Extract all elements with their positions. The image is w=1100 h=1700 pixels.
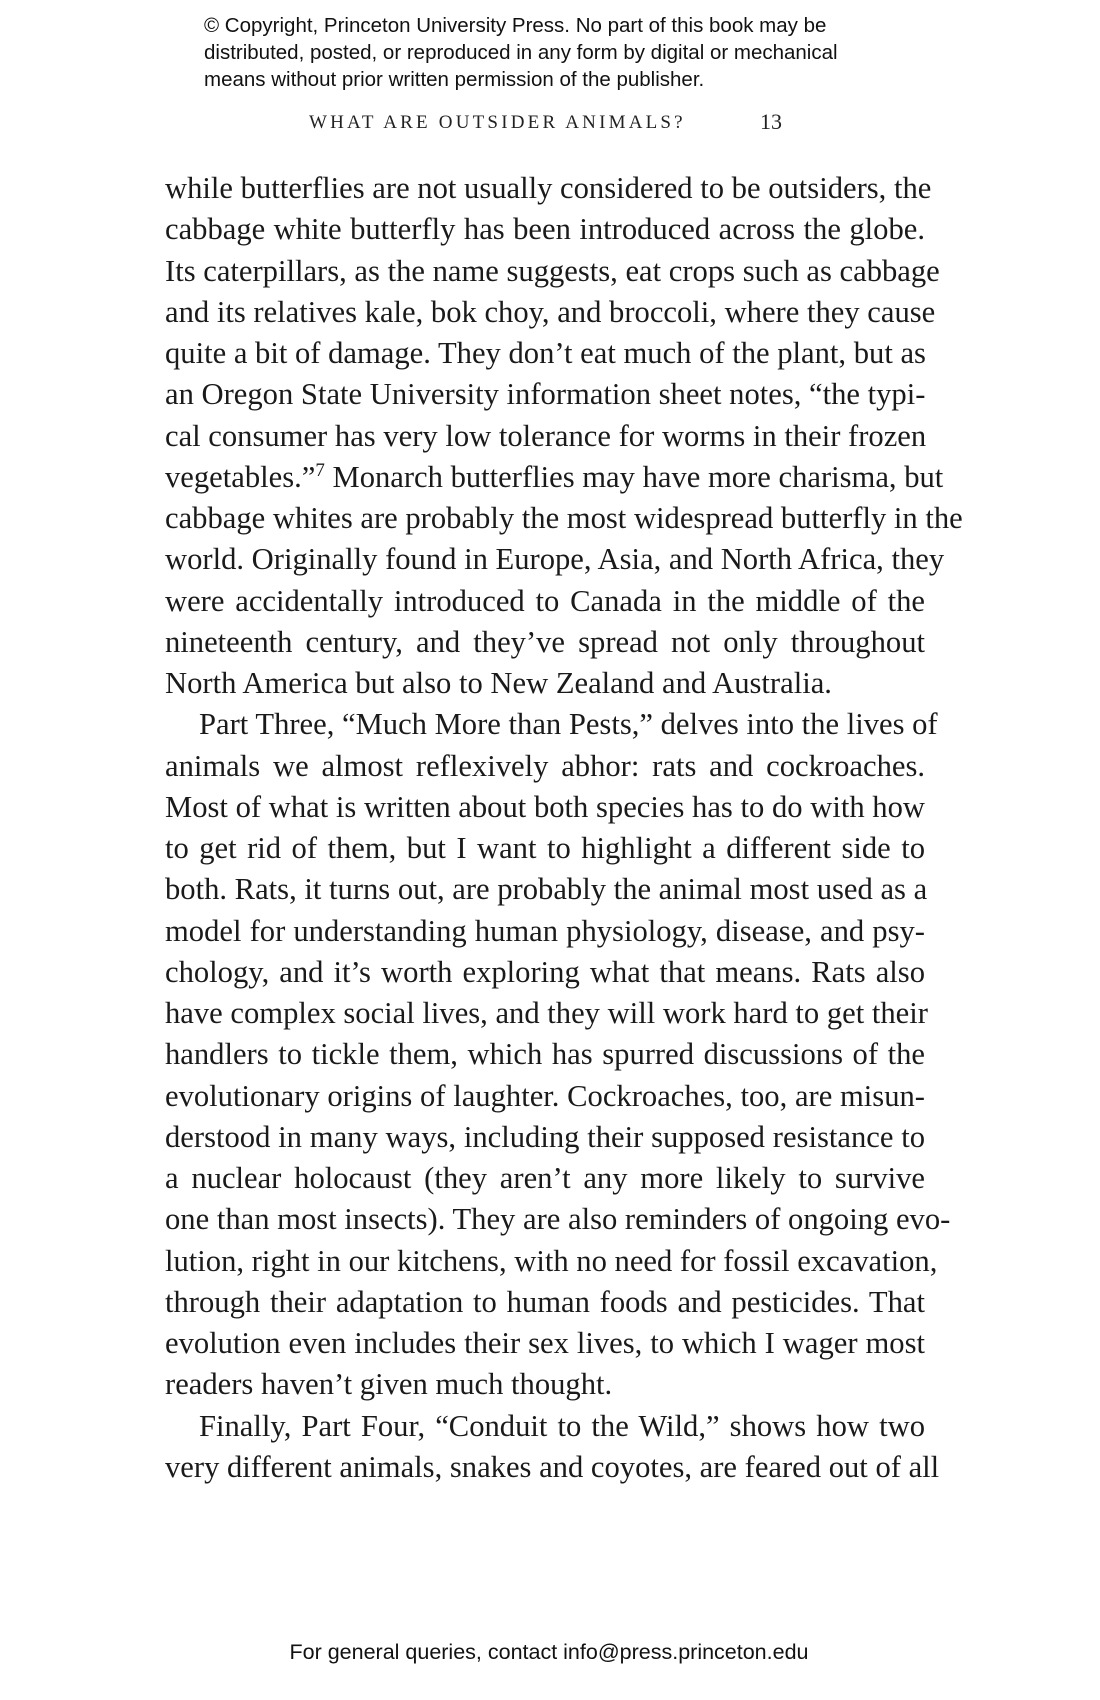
footnote-marker[interactable]: 7 — [315, 459, 325, 481]
text-line: cabbage white butterfly has been introduced across the globe. — [165, 212, 925, 247]
text-segment: vegetables.” — [165, 459, 316, 494]
copyright-line: © Copyright, Princeton University Press. No part of this book may be — [204, 14, 827, 37]
text-line: an Oregon State University information sheet notes, “the typi- — [165, 377, 926, 412]
text-line: Finally, Part Four, “Conduit to the Wild,” shows how two — [199, 1408, 925, 1443]
text-line: to get rid of them, but I want to highlight a different side to — [165, 831, 925, 865]
text-line: lution, right in our kitchens, with no need for fossil excavation, — [165, 1243, 938, 1278]
paragraph — [165, 168, 963, 704]
copyright-line: distributed, posted, or reproduced in any form by digital or mechanical — [204, 41, 838, 64]
text-line: chology, and it’s worth exploring what that means. Rats also — [165, 954, 925, 989]
copyright-notice — [204, 12, 964, 93]
text-segment: Monarch butterflies may have more charisma, but — [324, 459, 944, 494]
text-line: model for understanding human physiology, disease, and psy- — [165, 913, 925, 948]
text-line: through their adaptation to human foods and pesticides. That — [165, 1284, 925, 1319]
text-line: handlers to tickle them, which has spurred discussions of the — [165, 1037, 925, 1072]
footer — [0, 1640, 1100, 1665]
paragraph — [165, 1406, 940, 1489]
copyright-line: means without prior written permission of the publisher. — [204, 68, 705, 91]
text-line: while butterflies are not usually considered to be outsiders, the — [165, 171, 932, 205]
text-line: both. Rats, it turns out, are probably the animal most used as a — [165, 872, 928, 907]
text-line: Its caterpillars, as the name suggests, eat crops such as cabbage — [165, 253, 940, 288]
text-line: readers haven’t given much thought. — [165, 1367, 613, 1402]
body-text — [165, 168, 963, 1488]
text-line: quite a bit of damage. They don’t eat much of the plant, but as — [165, 336, 926, 370]
text-line: a nuclear holocaust (they aren’t any more likely to survive — [165, 1161, 925, 1195]
text-line: very different animals, snakes and coyotes, are feared out of all — [165, 1449, 940, 1484]
text-line: were accidentally introduced to Canada in the middle of the — [165, 583, 925, 618]
text-line: and its relatives kale, bok choy, and broccoli, where they cause — [165, 294, 936, 329]
text-line: animals we almost reflexively abhor: rats and cockroaches. — [165, 748, 925, 783]
text-line — [165, 457, 944, 498]
text-line: world. Originally found in Europe, Asia, and North Africa, they — [165, 542, 945, 577]
text-line: cal consumer has very low tolerance for worms in their frozen — [165, 418, 927, 453]
text-line: cabbage whites are probably the most widespread butterfly in the — [165, 501, 963, 535]
chapter-title: WHAT ARE OUTSIDER ANIMALS? — [309, 112, 686, 133]
text-line: North America but also to New Zealand and Australia. — [165, 666, 832, 700]
text-line: one than most insects). They are also reminders of ongoing evo- — [165, 1202, 951, 1237]
paragraph — [165, 704, 951, 1405]
text-line: evolutionary origins of laughter. Cockroaches, too, are misun- — [165, 1078, 925, 1113]
page-number: 13 — [760, 109, 782, 134]
text-line: Most of what is written about both species has to do with how — [165, 789, 925, 824]
text-line: derstood in many ways, including their supposed resistance to — [165, 1119, 925, 1154]
text-line: evolution even includes their sex lives, to which I wager most — [165, 1326, 925, 1360]
text-line: have complex social lives, and they will work hard to get their — [165, 996, 928, 1030]
text-line: nineteenth century, and they’ve spread not only throughout — [165, 624, 925, 659]
text-line: Part Three, “Much More than Pests,” delves into the lives of — [199, 707, 938, 742]
footer-text: For general queries, contact info@press.princeton.edu — [289, 1640, 809, 1664]
